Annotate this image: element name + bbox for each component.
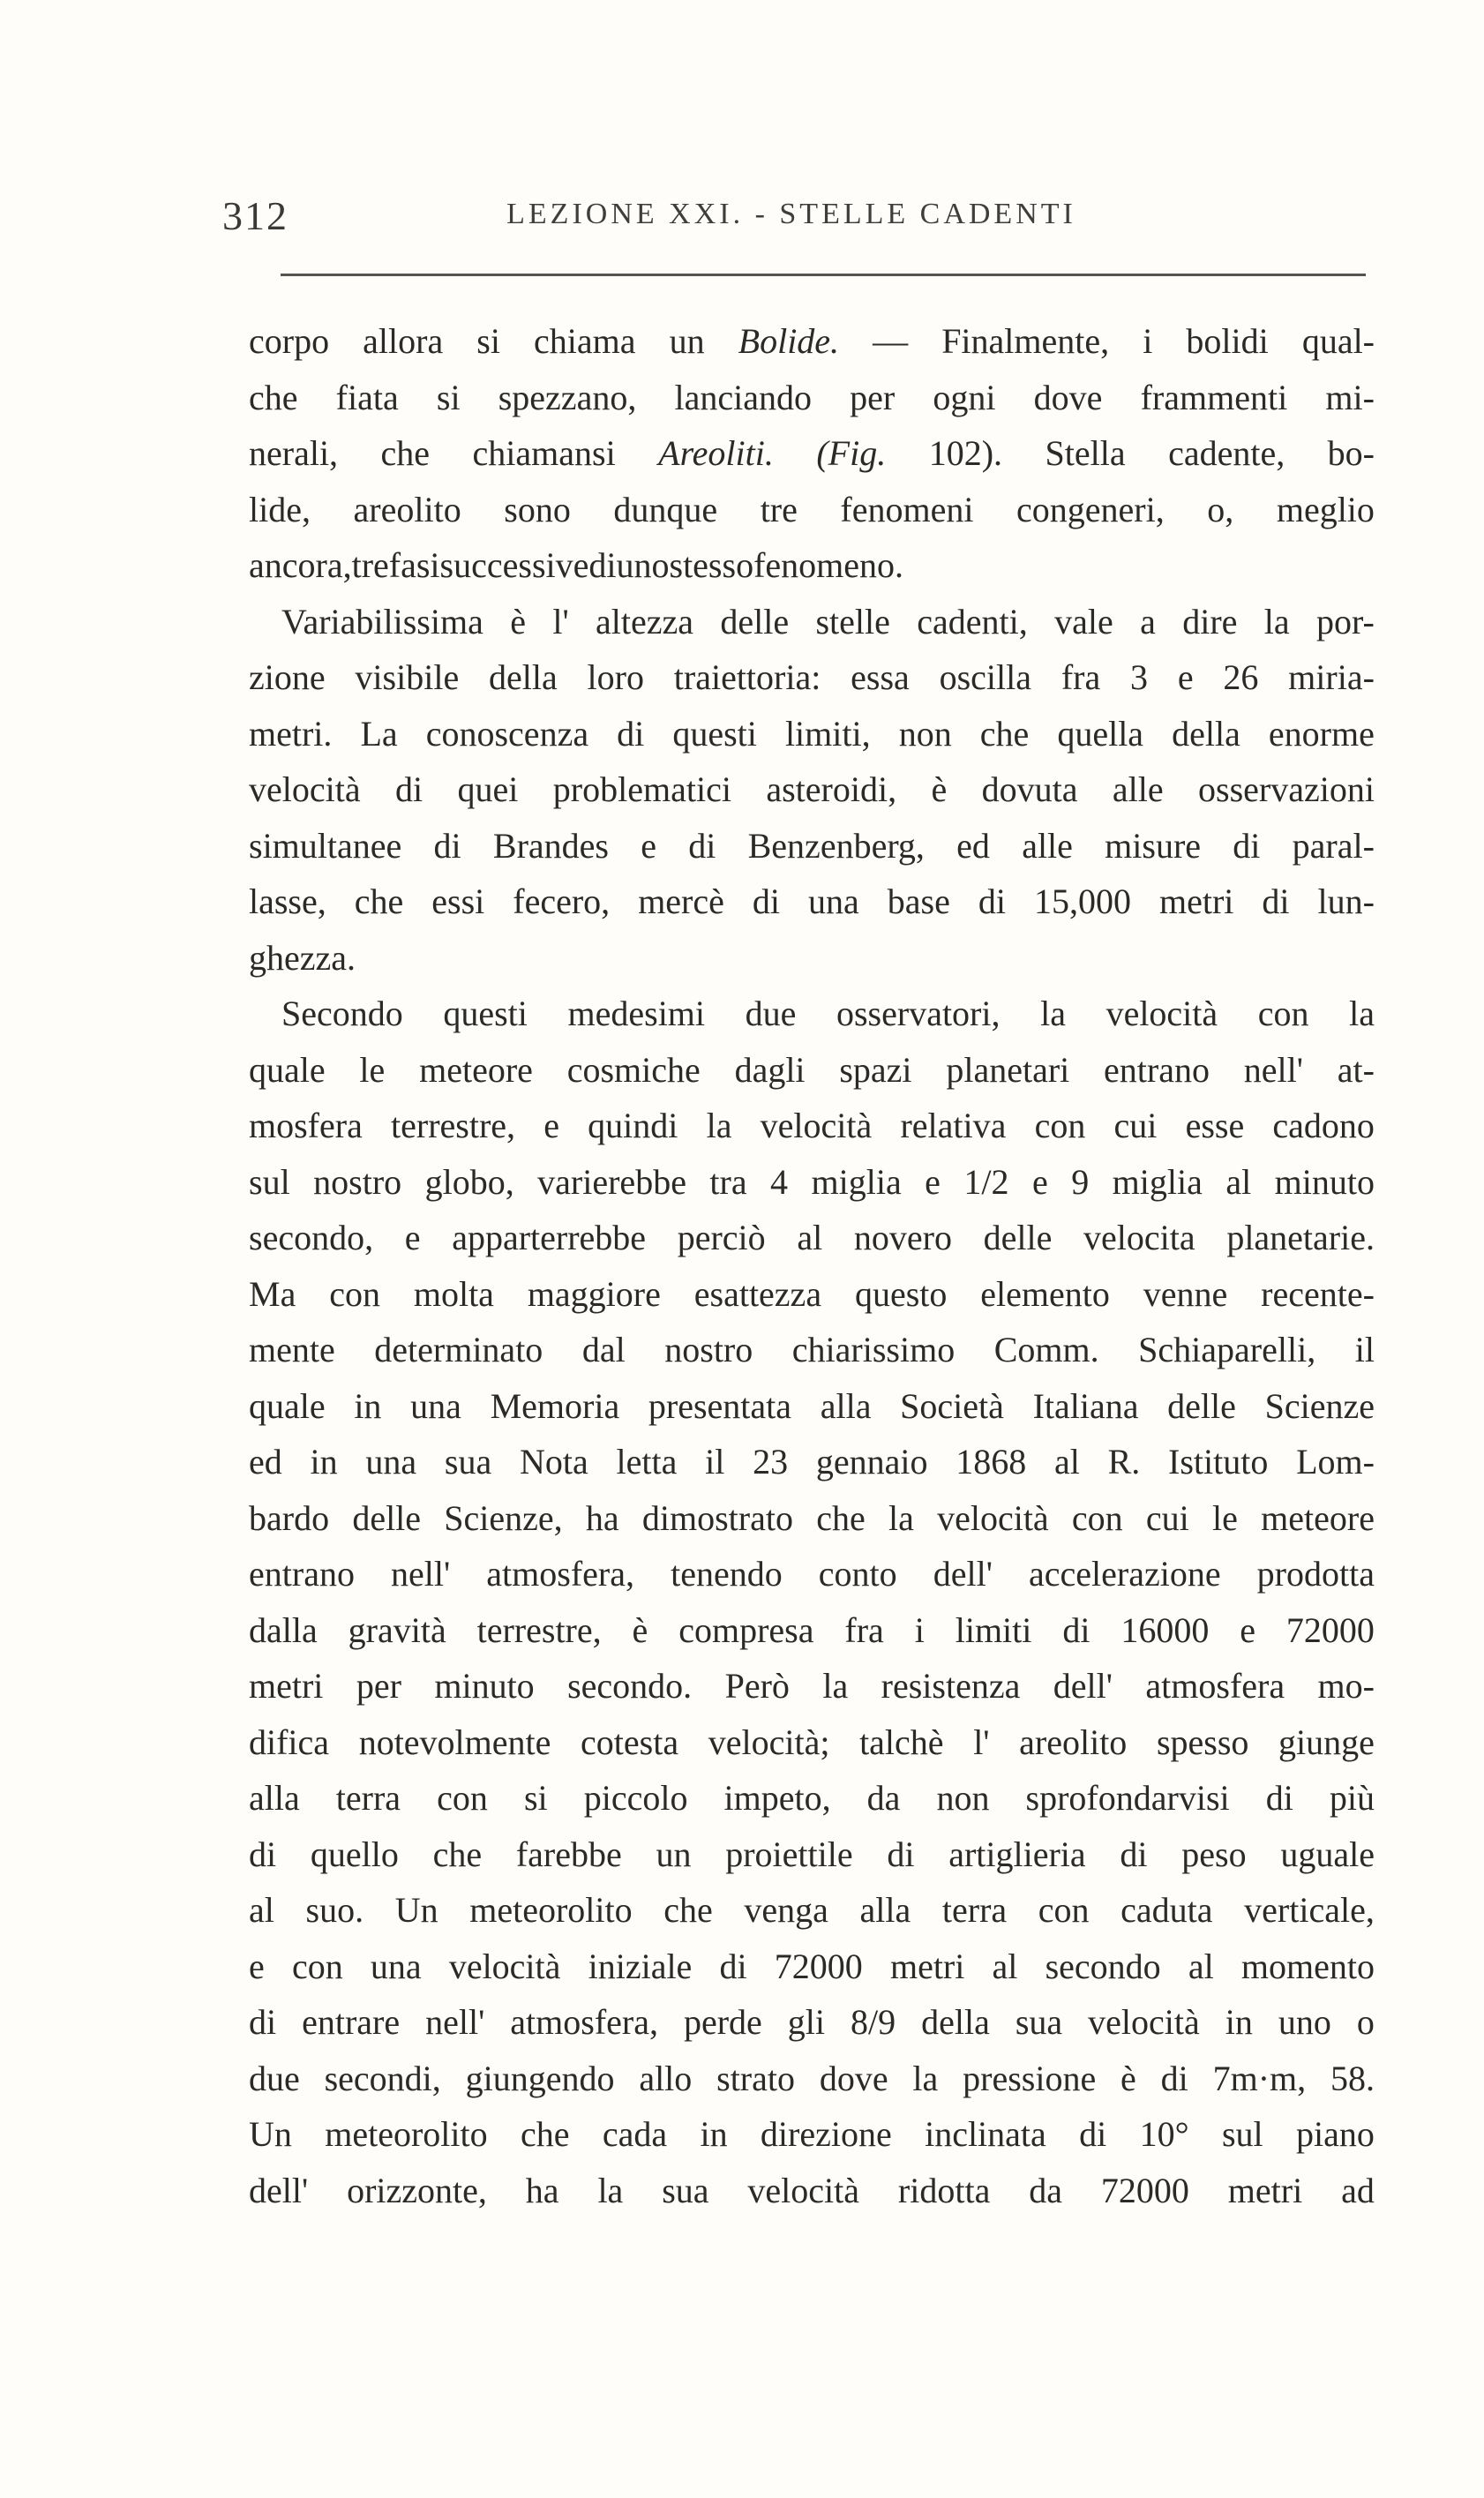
text-line: dell' orizzonte, ha la sua velocità ridotta da 72000 metri ad bbox=[249, 2170, 1375, 2210]
text-line: mosfera terrestre, e quindi la velocità relativa con cui esse cadono bbox=[249, 1106, 1375, 1145]
text-line: lasse, che essi fecero, mercè di una base di 15,000 metri di lun- bbox=[249, 881, 1375, 921]
text-line: dalla gravità terrestre, è compresa fra i limiti di 16000 e 72000 bbox=[249, 1609, 1375, 1650]
text-line: che fiata si spezzano, lanciando per ogni dove frammenti mi- bbox=[249, 377, 1375, 417]
text-line: di entrare nell' atmosfera, perde gli 8/9 della sua velocità in uno o bbox=[249, 2002, 1375, 2042]
text-line: Un meteorolito che cada in direzione inclinata di 10° sul piano bbox=[249, 2114, 1375, 2154]
text-line: difica notevolmente cotesta velocità; talchè l' areolito spesso giunge bbox=[249, 1722, 1375, 1762]
text-line: velocità di quei problematici asteroidi, è dovuta alle osservazioni bbox=[249, 769, 1375, 809]
text-line: metri. La conoscenza di questi limiti, non che quella della enorme bbox=[249, 713, 1375, 754]
text-line: Variabilissima è l' altezza delle stelle cadenti, vale a dire la por- bbox=[281, 601, 1375, 641]
text-line: simultanee di Brandes e di Benzenberg, ed alle misure di paral- bbox=[249, 825, 1375, 866]
text-line: mente determinato dal nostro chiarissimo Comm. Schiaparelli, il bbox=[249, 1330, 1375, 1369]
text-line: di quello che farebbe un proiettile di artiglieria di peso uguale bbox=[249, 1834, 1375, 1874]
text-line: al suo. Un meteorolito che venga alla terra con caduta verticale, bbox=[249, 1890, 1375, 1930]
text-line: quale le meteore cosmiche dagli spazi planetari entrano nell' at- bbox=[249, 1049, 1375, 1090]
text-line: bardo delle Scienze, ha dimostrato che la velocità con cui le meteore bbox=[249, 1497, 1375, 1538]
text-line: ancora, tre fasi successive di uno stesso fenomeno. bbox=[249, 545, 904, 585]
text-line: due secondi, giungendo allo strato dove la pressione è di 7m·m, 58. bbox=[249, 2058, 1375, 2098]
running-head: LEZIONE XXI. - STELLE CADENTI bbox=[506, 198, 1076, 230]
text-line: nerali, che chiamansi Areoliti. (Fig. 102). Stella cadente, bo- bbox=[249, 433, 1375, 473]
text-line: entrano nell' atmosfera, tenendo conto dell' accelerazione prodotta bbox=[249, 1554, 1375, 1594]
text-line: Secondo questi medesimi due osservatori, la velocità con la bbox=[281, 994, 1375, 1033]
page-header bbox=[222, 192, 1360, 245]
page-number: 312 bbox=[222, 193, 289, 238]
text-line: sul nostro globo, varierebbe tra 4 miglia e 1/2 e 9 miglia al minuto bbox=[249, 1161, 1375, 1202]
text-line: quale in una Memoria presentata alla Società Italiana delle Scienze bbox=[249, 1385, 1375, 1426]
text-line: secondo, e apparterrebbe perciò al novero delle velocita planetarie. bbox=[249, 1218, 1375, 1257]
text-line: e con una velocità iniziale di 72000 metri al secondo al momento bbox=[249, 1946, 1375, 1986]
text-line: ed in una sua Nota letta il 23 gennaio 1868 al R. Istituto Lom- bbox=[249, 1442, 1375, 1482]
text-line: zione visibile della loro traiettoria: essa oscilla fra 3 e 26 miria- bbox=[249, 657, 1375, 697]
header-rule bbox=[281, 274, 1366, 276]
text-line: Ma con molta maggiore esattezza questo elemento venne recente- bbox=[249, 1273, 1375, 1314]
text-line: corpo allora si chiama un Bolide. — Finalmente, i bolidi qual- bbox=[249, 321, 1375, 361]
text-line: lide, areolito sono dunque tre fenomeni congeneri, o, meglio bbox=[249, 489, 1375, 529]
text-line: metri per minuto secondo. Però la resistenza dell' atmosfera mo- bbox=[249, 1666, 1375, 1706]
text-line: ghezza. bbox=[249, 937, 356, 978]
text-line: alla terra con si piccolo impeto, da non sprofondarvisi di più bbox=[249, 1778, 1375, 1818]
body-text bbox=[249, 313, 1375, 2218]
